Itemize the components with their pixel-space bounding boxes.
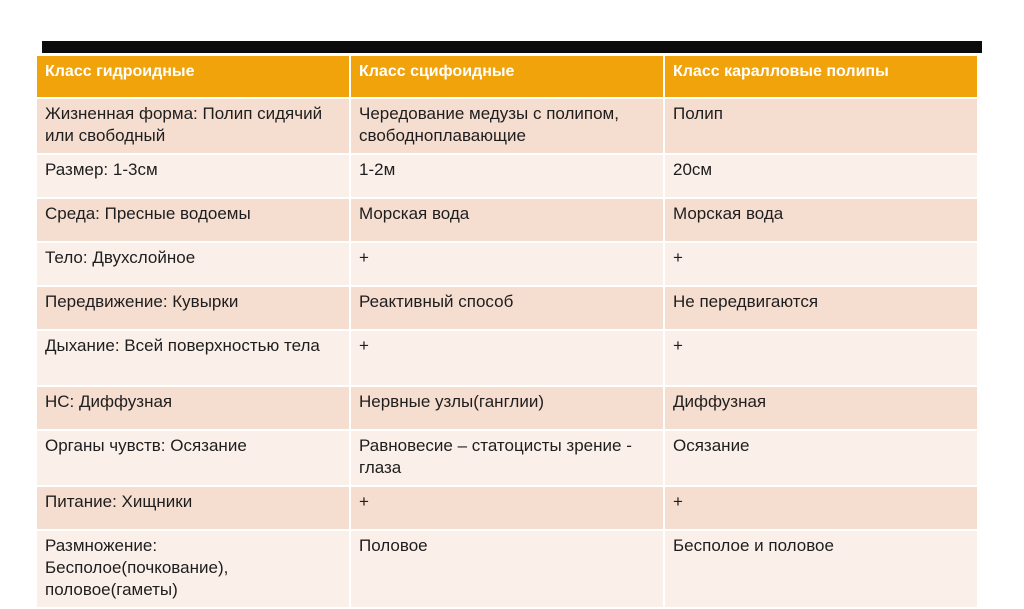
table-row — [36, 530, 978, 608]
table-cell: 1-2м — [350, 154, 664, 198]
table-header-row — [36, 55, 978, 98]
table-cell: + — [350, 242, 664, 286]
table-row — [36, 198, 978, 242]
table-cell: Осязание — [664, 430, 978, 486]
table-row — [36, 386, 978, 430]
table-cell: Чередование медузы с полипом, свободноплавающие — [350, 98, 664, 154]
table-row — [36, 286, 978, 330]
table-cell: Среда: Пресные водоемы — [36, 198, 350, 242]
table-cell: Не передвигаются — [664, 286, 978, 330]
table-cell: Питание: Хищники — [36, 486, 350, 530]
header-scyphoid: Класс сцифоидные — [350, 55, 664, 98]
table-cell: 20см — [664, 154, 978, 198]
table-cell: Морская вода — [350, 198, 664, 242]
table-cell: Реактивный способ — [350, 286, 664, 330]
table-row — [36, 242, 978, 286]
table-cell: + — [664, 330, 978, 386]
table-cell: Тело: Двухслойное — [36, 242, 350, 286]
table-row — [36, 430, 978, 486]
table-cell: + — [350, 330, 664, 386]
table-cell: Равновесие – статоцисты зрение - глаза — [350, 430, 664, 486]
table-cell: Нервные узлы(ганглии) — [350, 386, 664, 430]
table-cell: НС: Диффузная — [36, 386, 350, 430]
table-cell: Размер: 1-3см — [36, 154, 350, 198]
table-cell: + — [664, 242, 978, 286]
table-cell: Дыхание: Всей поверхностью тела — [36, 330, 350, 386]
table-row — [36, 486, 978, 530]
comparison-table-container — [35, 54, 977, 599]
table-cell: + — [664, 486, 978, 530]
comparison-table — [35, 54, 979, 609]
table-cell: Полип — [664, 98, 978, 154]
table-cell: Размножение: Бесполое(почкование), половое(гаметы) — [36, 530, 350, 608]
table-cell: Морская вода — [664, 198, 978, 242]
header-coral: Класс каралловые полипы — [664, 55, 978, 98]
table-cell: + — [350, 486, 664, 530]
table-cell: Жизненная форма: Полип сидячий или свободный — [36, 98, 350, 154]
table-cell: Диффузная — [664, 386, 978, 430]
table-row — [36, 330, 978, 386]
table-row — [36, 154, 978, 198]
header-hydroid: Класс гидроидные — [36, 55, 350, 98]
top-decorative-bar — [42, 41, 982, 53]
table-cell: Бесполое и половое — [664, 530, 978, 608]
table-cell: Органы чувств: Осязание — [36, 430, 350, 486]
table-row — [36, 98, 978, 154]
table-cell: Передвижение: Кувырки — [36, 286, 350, 330]
table-cell: Половое — [350, 530, 664, 608]
